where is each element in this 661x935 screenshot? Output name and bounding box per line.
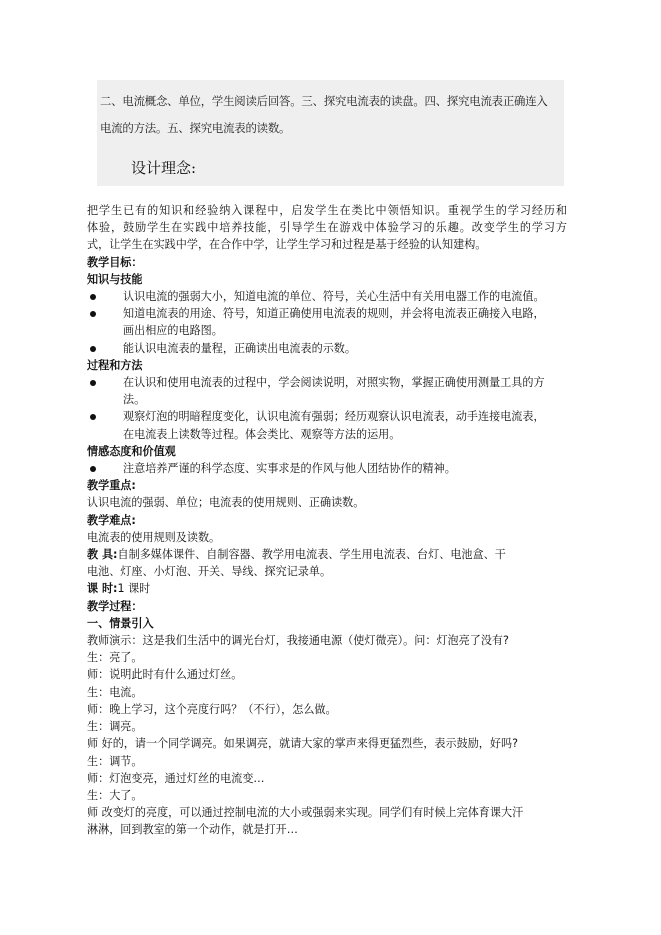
list-item: 知道电流表的用途、符号，知道正确使用电流表的规则，并会将电流表正确接入电路， 画出相应的电路图。 [123,307,545,338]
tools-line-2: 电池、灯座、小灯泡、开关、导线、探究记录单。 [87,565,332,579]
list-item: 观察灯泡的明暗程度变化，认识电流有强弱；经历观察认识电流表，动手连接电流表， 在电流表上读数等过程。体会类比、观察等方法的运用。 [123,410,545,441]
summary-line-2: 电流的方法。五、探究电流表的读数。 [100,121,291,135]
process-heading: 过程和方法 [87,358,143,372]
attitude-heading: 情感态度和价值观 [87,444,176,458]
dialogue-line: 师：晚上学习，这个亮度行吗？（不行），怎么做。 [87,702,337,716]
dialogue-line: 师：灯泡变亮，通过灯丝的电流变… [87,771,265,785]
hours-value: 1 课时 [117,582,151,596]
dialogue-line: 淋淋，回到教室的第一个动作，就是打开… [87,823,298,837]
key-points-heading: 教学重点: [87,479,136,493]
difficulty-text: 电流表的使用规则及读数。 [87,530,221,544]
dialogue-line: 师 改变灯的亮度，可以通过控制电流的大小或强弱来实现。同学们有时候上完体育课大汗 [87,806,524,820]
design-concept-title: 设计理念: [131,159,197,177]
intro-line: 式，让学生在实践中学，在合作中学，让学生学习和过程是基于经验的认知建构。 [87,238,487,252]
dialogue-line: 生：调节。 [87,754,143,768]
section-heading: 一、情景引入 [87,616,154,630]
list-item: 能认识电流表的量程，正确读出电流表的示数。 [123,341,356,355]
key-points-text: 认识电流的强弱、单位；电流表的使用规则、正确读数。 [87,496,365,510]
teaching-goals-heading: 教学目标： [87,255,143,269]
procedure-heading: 教学过程： [87,599,143,613]
dialogue-line: 生：调亮。 [87,720,143,734]
summary-line-1: 二、电流概念、单位，学生阅读后回答。三、探究电流表的读盘。四、探究电流表正确连入 [100,94,548,108]
dialogue-line: 生：大了。 [87,788,143,802]
dialogue-line: 教师演示：这是我们生活中的调光台灯，我接通电源（使灯微亮）。问：灯泡亮了没有? [87,634,509,648]
dialogue-line: 师 好的，请一个同学调亮。如果调亮，就请大家的掌声来得更猛烈些，表示鼓励，好吗? [87,737,518,751]
tools-line [87,546,567,563]
hours-line [87,580,567,597]
list-item: 在认识和使用电流表的过程中，学会阅读说明，对照实物，掌握正确使用测量工具的方 法。 [123,376,545,407]
list-item: 认识电流的强弱大小，知道电流的单位、符号，关心生活中有关用电器工作的电流值。 [123,290,545,304]
list-item: 注意培养严谨的科学态度、实事求是的作风与他人团结协作的精神。 [123,462,456,476]
intro-line: 体验，鼓励学生在实践中培养技能，引导学生在游戏中体验学习的乐趣。改变学生的学习方 [87,221,567,235]
dialogue-line: 生：电流。 [87,685,143,699]
intro-line: 把学生已有的知识和经验纳入课程中，启发学生在类比中领悟知识。重视学生的学习经历和 [87,204,567,217]
knowledge-heading: 知识与技能 [87,272,143,286]
dialogue-line: 师：说明此时有什么通过灯丝。 [87,668,243,682]
hours-label: 课 时: [87,582,118,596]
tools-label: 教 具: [87,548,118,562]
dialogue-line: 生：亮了。 [87,651,143,665]
lesson-plan-body [87,202,567,839]
difficulty-heading: 教学难点: [87,513,136,527]
tools-text: 自制多媒体课件、自制容器、教学用电流表、学生用电流表、台灯、电池盒、干 [117,548,506,562]
